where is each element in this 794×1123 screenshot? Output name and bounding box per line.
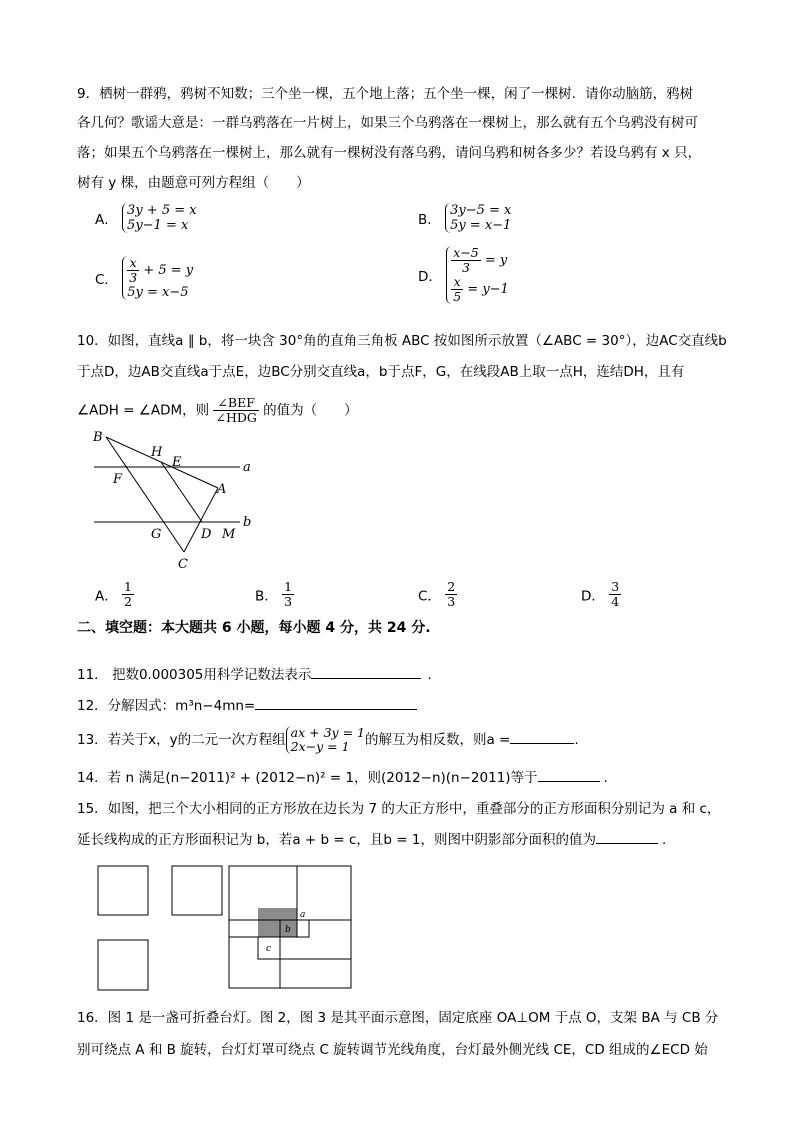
equation: 5y = x−5 — [127, 285, 189, 300]
label-F: F — [113, 472, 123, 487]
option-label: B． — [255, 588, 278, 605]
equation-system — [286, 726, 365, 754]
q16-line1: 16．图 1 是一盏可折叠台灯。图 2，图 3 是其平面示意图，固定底座 OA⊥OM 于点 O，支架 BA 与 CB 分 — [77, 1010, 719, 1026]
q14 — [77, 767, 608, 788]
q12-text: 12．分解因式：m³n−4mn= — [77, 698, 256, 714]
option-label: D． — [581, 588, 605, 605]
period: . — [661, 832, 667, 848]
q9-option-c — [95, 256, 193, 300]
q11 — [77, 664, 432, 685]
angle-ratio-fraction: $\frac{\text{∠BEF}}{\text{∠HDG}}$ — [215, 395, 257, 425]
period: . — [603, 770, 608, 786]
period: . — [574, 732, 579, 748]
answer-blank[interactable] — [311, 664, 421, 679]
option-label: D． — [418, 269, 442, 285]
shaded-region — [258, 908, 297, 937]
equation-system — [446, 246, 509, 304]
label-D: D — [201, 527, 212, 542]
q10-figure — [88, 425, 268, 575]
label-G: G — [151, 527, 162, 542]
q9-line2: 各几何？歌谣大意是：一群乌鸦落在一片树上，如果三个乌鸦落在一棵树上，那么就有五个乌鸦没有树可 — [77, 115, 698, 131]
label-A: A — [217, 482, 227, 497]
q10-option-a — [95, 580, 134, 609]
fraction: $\frac{3}{4}$ — [611, 579, 620, 609]
period: . — [427, 667, 432, 683]
equation: = y−1 — [467, 282, 509, 297]
answer-blank[interactable] — [596, 829, 658, 844]
option-label: B． — [418, 212, 441, 228]
q9-option-d — [418, 246, 509, 304]
q10-option-b — [255, 580, 294, 609]
equation: = y — [484, 253, 508, 268]
fraction: $\frac{x-5}{3}$ — [453, 245, 479, 275]
label-b: b — [243, 515, 252, 530]
label-C: C — [178, 557, 188, 572]
small-square-3 — [98, 940, 148, 990]
option-label: A． — [95, 212, 118, 228]
q10-line1: 10．如图，直线a ∥ b，将一块含 30°角的直角三角板 ABC 按如图所示放置（∠ABC = 30°），边AC交直线b — [77, 333, 727, 349]
q15-text: 延长线构成的正方形面积记为 b，若a + b = c，且b = 1，则图中阴影部分面积的值为 — [77, 832, 596, 848]
small-square-1 — [98, 866, 148, 915]
equation: 3y + 5 = x — [127, 203, 197, 218]
q15-line1: 15．如图，把三个大小相同的正方形放在边长为 7 的大正方形中，重叠部分的正方形面积分别记为 a 和 c， — [77, 801, 721, 817]
fraction: $\frac{1}{2}$ — [124, 579, 132, 609]
fraction: $\frac{x}{3}$ — [129, 255, 138, 285]
q9-line3: 落；如果五个乌鸦落在一棵树上，那么就有一棵树没有落乌鸦，请问乌鸦和树各多少？若设乌鸦有 x 只， — [77, 145, 702, 161]
q15-figure — [94, 862, 356, 992]
q9-line1: 9．栖树一群鸦，鸦树不知数；三个坐一棵，五个地上落；五个坐一棵，闲了一棵树．请你动脑筋，鸦树 — [77, 86, 694, 102]
inner-square-left — [229, 937, 280, 988]
option-label: C． — [95, 272, 118, 288]
fraction: $\frac{2}{3}$ — [447, 579, 456, 609]
label-c: c — [266, 944, 272, 954]
equation: 5y−1 = x — [127, 218, 189, 233]
equation: 5y = x−1 — [450, 218, 512, 233]
equation-system — [445, 203, 511, 233]
fraction: $\frac{1}{3}$ — [284, 579, 293, 609]
equation: + 5 = y — [143, 263, 194, 278]
q13-text-tail: 的解互为相反数，则a = — [364, 732, 511, 748]
q13 — [77, 725, 579, 755]
small-square-2 — [172, 866, 222, 915]
label-H: H — [151, 445, 163, 460]
q10-line2: 于点D，边AB交直线a于点E，边BC分别交直线a，b于点F，G，在线段AB上取一点H，连结DH，且有 — [77, 364, 685, 380]
q10-option-c — [418, 580, 457, 609]
label-B: B — [93, 430, 103, 445]
label-M: M — [222, 527, 236, 542]
q9-option-b — [418, 203, 511, 233]
label-a: a — [243, 460, 251, 475]
q13-text: 13．若关于x，y的二元一次方程组 — [77, 732, 286, 748]
equation-system — [122, 256, 193, 300]
answer-blank[interactable] — [255, 695, 417, 710]
q10-line3 — [77, 396, 358, 425]
q14-text: 14．若 n 满足(n−2011)² + (2012−n)² = 1，则(2012−n)(n−2011)等于 — [77, 770, 538, 786]
label-E: E — [172, 455, 182, 470]
answer-blank[interactable] — [510, 729, 574, 744]
answer-blank[interactable] — [538, 767, 600, 782]
q11-text: 11． 把数0.000305用科学记数法表示 — [77, 667, 312, 683]
q12 — [77, 695, 417, 716]
option-label: C． — [418, 588, 441, 605]
q16-line2: 别可绕点 A 和 B 旋转，台灯灯罩可绕点 C 旋转调节光线角度，台灯最外侧光线 CE，CD 组成的∠ECD 始 — [77, 1042, 708, 1058]
label-a: a — [300, 910, 306, 920]
option-label: A． — [95, 588, 118, 605]
equation-system — [122, 203, 197, 233]
equation: ax + 3y = 1 — [290, 725, 365, 740]
q10-question: 的值为（ ） — [263, 402, 358, 419]
q9-line4: 树有 y 棵，由题意可列方程组（ ） — [77, 175, 310, 191]
section-heading: 二、填空题：本大题共 6 小题，每小题 4 分，共 24 分. — [77, 620, 431, 636]
q10-condition: ∠ADH = ∠ADM，则 — [77, 402, 210, 419]
q10-option-d — [581, 580, 621, 609]
q15-line2 — [77, 829, 666, 850]
fraction: $\frac{x}{5}$ — [453, 274, 462, 304]
q9-option-a — [95, 203, 197, 233]
label-b: b — [285, 925, 291, 935]
equation: 3y−5 = x — [450, 203, 512, 218]
equation: 2x−y = 1 — [290, 739, 350, 754]
